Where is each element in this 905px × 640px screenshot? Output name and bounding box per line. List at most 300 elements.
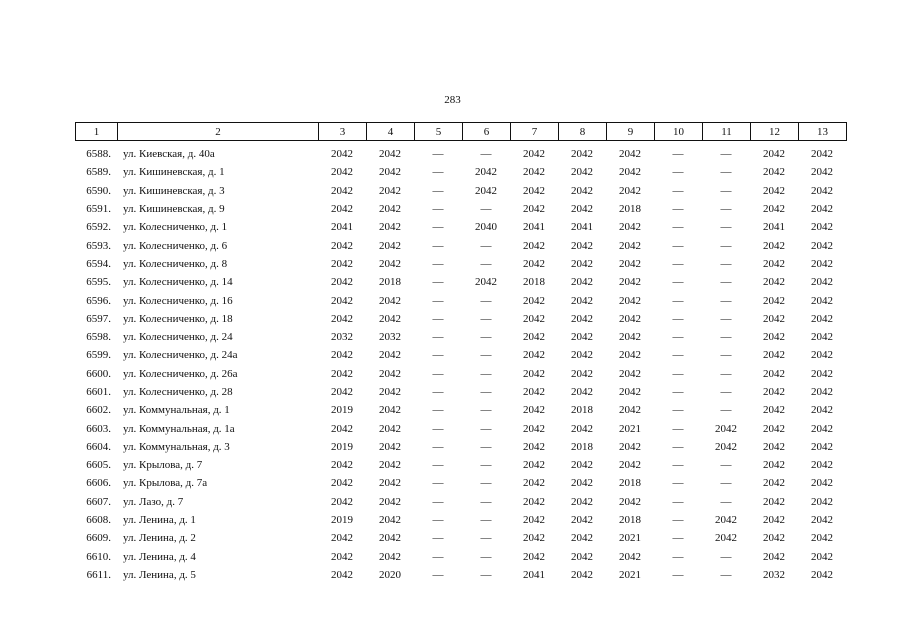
address-cell: ул. Лазо, д. 7 [123,495,184,508]
value-cell: 2042 [523,459,545,472]
value-cell: 2042 [715,422,737,435]
value-cell: 2042 [763,294,785,307]
row-number-cell: 6611. [86,568,111,581]
value-cell: 2042 [571,184,593,197]
value-cell: 2042 [571,568,593,581]
value-cell: — [720,294,732,307]
table-row [75,310,846,328]
value-cell: 2042 [379,477,401,490]
value-cell: 2042 [571,276,593,289]
value-cell: 2042 [811,166,833,179]
value-cell: 2042 [523,331,545,344]
value-cell: 2042 [523,550,545,563]
value-cell: — [720,386,732,398]
value-cell: 2042 [331,422,353,435]
table-row [75,456,846,474]
value-cell: 2042 [331,459,353,472]
value-cell: — [720,257,732,270]
column-header-table [75,122,847,141]
row-number-cell: 6596. [86,294,111,307]
value-cell: 2042 [523,148,545,161]
table-row [75,328,846,346]
value-cell: 2042 [523,440,545,453]
value-cell: 2042 [619,459,641,472]
value-cell: 2042 [331,367,353,380]
value-cell: 2042 [763,440,785,453]
value-cell: 2042 [523,239,545,252]
table-row [75,529,846,547]
value-cell: 2042 [811,550,833,563]
value-cell: — [480,514,492,527]
value-cell: — [672,459,684,472]
value-cell: 2042 [763,367,785,380]
value-cell: 2019 [331,404,353,417]
value-cell: 2042 [331,257,353,270]
value-cell: 2042 [379,239,401,252]
value-cell: 2042 [523,532,545,545]
value-cell: 2018 [571,404,593,417]
value-cell: 2042 [811,239,833,252]
row-number-cell: 6594. [86,257,111,270]
value-cell: 2042 [811,404,833,417]
value-cell: — [672,148,684,161]
value-cell: — [672,367,684,380]
address-cell: ул. Колесниченко, д. 24а [123,349,238,362]
value-cell: 2042 [619,440,641,453]
value-cell: 2042 [619,349,641,362]
value-cell: — [672,276,684,289]
value-cell: — [672,184,684,197]
value-cell: 2021 [619,568,641,581]
value-cell: — [432,550,444,563]
value-cell: — [432,257,444,270]
value-cell: 2032 [331,331,353,344]
value-cell: 2042 [763,239,785,252]
value-cell: 2042 [571,239,593,252]
value-cell: 2042 [571,532,593,545]
value-cell: — [672,568,684,581]
value-cell: — [720,404,732,417]
value-cell: — [432,331,444,344]
value-cell: — [480,331,492,344]
value-cell: 2042 [619,294,641,307]
value-cell: 2042 [811,532,833,545]
value-cell: 2042 [571,312,593,325]
value-cell: — [672,203,684,216]
row-number-cell: 6604. [86,440,111,453]
value-cell: — [720,331,732,344]
value-cell: 2042 [331,386,353,398]
value-cell: 2042 [331,495,353,508]
row-number-cell: 6595. [86,276,111,289]
value-cell: 2042 [811,568,833,581]
value-cell: 2042 [379,294,401,307]
address-cell: ул. Киевская, д. 40а [123,148,215,161]
address-cell: ул. Колесниченко, д. 24 [123,331,233,344]
value-cell: 2042 [763,532,785,545]
value-cell: 2018 [619,514,641,527]
value-cell: — [432,404,444,417]
row-number-cell: 6603. [86,422,111,435]
value-cell: — [432,440,444,453]
table-row [75,438,846,456]
address-cell: ул. Колесниченко, д. 8 [123,257,228,270]
address-cell: ул. Колесниченко, д. 16 [123,294,233,307]
value-cell: — [432,532,444,545]
table-row [75,182,846,200]
value-cell: — [432,367,444,380]
value-cell: 2042 [475,166,497,179]
row-number-cell: 6606. [86,477,111,490]
value-cell: 2042 [619,495,641,508]
value-cell: — [480,294,492,307]
value-cell: 2042 [571,367,593,380]
value-cell: 2042 [523,257,545,270]
value-cell: — [672,312,684,325]
value-cell: 2020 [379,568,401,581]
value-cell: — [720,184,732,197]
value-cell: 2042 [523,514,545,527]
value-cell: 2032 [763,568,785,581]
value-cell: — [720,495,732,508]
value-cell: 2042 [811,331,833,344]
value-cell: 2042 [811,184,833,197]
value-cell: 2042 [811,349,833,362]
column-number-4: 4 [367,123,415,141]
value-cell: 2018 [523,276,545,289]
value-cell: 2042 [619,550,641,563]
value-cell: 2042 [523,166,545,179]
value-cell: 2042 [331,184,353,197]
table-row [75,236,846,254]
value-cell: 2042 [331,166,353,179]
table-row [75,566,846,584]
value-cell: 2042 [331,349,353,362]
address-cell: ул. Колесниченко, д. 18 [123,312,233,325]
row-number-cell: 6598. [86,331,111,344]
address-cell: ул. Ленина, д. 5 [123,568,196,581]
value-cell: 2042 [715,532,737,545]
value-cell: 2042 [811,495,833,508]
value-cell: — [672,440,684,453]
value-cell: — [720,203,732,216]
value-cell: 2042 [571,294,593,307]
row-number-cell: 6609. [86,532,111,545]
value-cell: — [720,239,732,252]
value-cell: 2042 [379,550,401,563]
value-cell: — [672,550,684,563]
value-cell: — [720,349,732,362]
value-cell: — [720,148,732,161]
value-cell: 2042 [379,459,401,472]
value-cell: 2042 [379,404,401,417]
value-cell: 2042 [571,203,593,216]
value-cell: — [672,514,684,527]
value-cell: 2019 [331,440,353,453]
value-cell: 2042 [811,514,833,527]
row-number-cell: 6602. [86,404,111,417]
value-cell: — [480,257,492,270]
value-cell: 2042 [763,257,785,270]
column-number-11: 11 [703,123,751,141]
value-cell: 2042 [523,495,545,508]
value-cell: — [672,477,684,490]
value-cell: 2042 [379,386,401,398]
value-cell: — [432,148,444,161]
value-cell: 2042 [619,331,641,344]
data-table [75,145,846,584]
value-cell: 2042 [811,367,833,380]
value-cell: — [480,312,492,325]
value-cell: 2042 [571,386,593,398]
value-cell: — [432,276,444,289]
row-number-cell: 6593. [86,239,111,252]
value-cell: 2042 [523,477,545,490]
value-cell: — [720,312,732,325]
table-row [75,493,846,511]
value-cell: 2042 [523,312,545,325]
value-cell: 2042 [571,148,593,161]
value-cell: 2018 [619,477,641,490]
row-number-cell: 6607. [86,495,111,508]
address-cell: ул. Ленина, д. 1 [123,514,196,527]
value-cell: — [432,239,444,252]
value-cell: 2019 [331,514,353,527]
table-row [75,291,846,309]
value-cell: 2042 [523,184,545,197]
value-cell: 2042 [331,312,353,325]
value-cell: — [672,495,684,508]
value-cell: 2042 [379,532,401,545]
value-cell: 2042 [379,184,401,197]
value-cell: 2042 [571,477,593,490]
address-cell: ул. Ленина, д. 4 [123,550,196,563]
value-cell: — [720,221,732,234]
table-row [75,255,846,273]
value-cell: — [432,221,444,234]
value-cell: — [480,203,492,216]
value-cell: 2042 [523,294,545,307]
value-cell: 2042 [523,422,545,435]
value-cell: 2042 [811,477,833,490]
value-cell: 2018 [571,440,593,453]
value-cell: 2042 [763,477,785,490]
column-number-3: 3 [319,123,367,141]
value-cell: 2042 [475,276,497,289]
value-cell: 2042 [331,532,353,545]
row-number-cell: 6592. [86,221,111,234]
row-number-cell: 6601. [86,386,111,398]
row-number-cell: 6589. [86,166,111,179]
column-number-5: 5 [415,123,463,141]
value-cell: — [720,550,732,563]
value-cell: — [480,459,492,472]
value-cell: 2042 [571,514,593,527]
value-cell: 2042 [763,550,785,563]
value-cell: 2042 [571,257,593,270]
column-number-10: 10 [655,123,703,141]
address-cell: ул. Кишиневская, д. 9 [123,203,225,216]
address-cell: ул. Колесниченко, д. 26а [123,367,238,380]
value-cell: 2042 [811,203,833,216]
value-cell: — [720,459,732,472]
value-cell: — [432,568,444,581]
value-cell: 2042 [379,367,401,380]
value-cell: 2042 [379,349,401,362]
address-cell: ул. Ленина, д. 2 [123,532,196,545]
value-cell: 2042 [619,367,641,380]
value-cell: 2021 [619,422,641,435]
address-cell: ул. Колесниченко, д. 28 [123,386,233,398]
value-cell: 2042 [523,349,545,362]
value-cell: 2042 [763,166,785,179]
value-cell: — [480,568,492,581]
value-cell: 2042 [571,422,593,435]
value-cell: 2042 [763,331,785,344]
value-cell: 2042 [811,276,833,289]
value-cell: 2042 [763,514,785,527]
row-number-cell: 6600. [86,367,111,380]
value-cell: 2042 [571,459,593,472]
value-cell: — [480,148,492,161]
value-cell: 2042 [331,276,353,289]
value-cell: 2018 [379,276,401,289]
value-cell: — [480,495,492,508]
value-cell: 2042 [763,422,785,435]
value-cell: 2042 [763,276,785,289]
table-row [75,200,846,218]
value-cell: — [432,386,444,398]
value-cell: 2042 [763,184,785,197]
value-cell: 2042 [331,568,353,581]
column-number-7: 7 [511,123,559,141]
value-cell: — [720,276,732,289]
address-cell: ул. Кишиневская, д. 1 [123,166,225,179]
value-cell: — [432,514,444,527]
value-cell: — [672,166,684,179]
value-cell: 2042 [763,148,785,161]
value-cell: — [672,257,684,270]
table-row [75,511,846,529]
value-cell: 2042 [811,312,833,325]
value-cell: 2042 [331,148,353,161]
value-cell: 2042 [811,459,833,472]
value-cell: — [480,386,492,398]
table-row [75,383,846,401]
value-cell: 2042 [571,349,593,362]
table-row [75,163,846,181]
value-cell: 2042 [523,203,545,216]
value-cell: — [672,221,684,234]
value-cell: 2042 [571,166,593,179]
value-cell: — [480,440,492,453]
value-cell: — [672,331,684,344]
value-cell: 2042 [763,495,785,508]
value-cell: 2042 [571,495,593,508]
value-cell: — [432,459,444,472]
value-cell: 2042 [811,440,833,453]
value-cell: 2042 [331,294,353,307]
value-cell: 2042 [763,404,785,417]
value-cell: 2042 [763,459,785,472]
value-cell: 2042 [379,440,401,453]
value-cell: — [672,532,684,545]
value-cell: 2042 [619,166,641,179]
value-cell: 2042 [523,367,545,380]
value-cell: — [432,349,444,362]
value-cell: 2042 [571,331,593,344]
value-cell: 2042 [475,184,497,197]
value-cell: 2042 [763,203,785,216]
value-cell: 2042 [763,349,785,362]
column-number-1: 1 [76,123,118,141]
table-row [75,218,846,236]
value-cell: — [432,495,444,508]
value-cell: 2042 [379,422,401,435]
table-row [75,548,846,566]
value-cell: — [480,550,492,563]
value-cell: — [432,422,444,435]
value-cell: 2042 [619,221,641,234]
table-row [75,419,846,437]
value-cell: 2042 [619,404,641,417]
row-number-cell: 6605. [86,459,111,472]
address-cell: ул. Кишиневская, д. 3 [123,184,225,197]
value-cell: 2042 [379,312,401,325]
value-cell: 2042 [523,386,545,398]
row-number-cell: 6591. [86,203,111,216]
value-cell: — [432,166,444,179]
page-number: 283 [444,94,461,106]
address-cell: ул. Крылова, д. 7а [123,477,208,490]
value-cell: 2042 [811,294,833,307]
value-cell: — [672,239,684,252]
value-cell: 2042 [523,404,545,417]
value-cell: 2042 [331,203,353,216]
value-cell: — [720,367,732,380]
value-cell: 2042 [379,148,401,161]
address-cell: ул. Колесниченко, д. 6 [123,239,228,252]
value-cell: — [480,477,492,490]
value-cell: 2042 [715,514,737,527]
value-cell: — [480,239,492,252]
table-row [75,474,846,492]
value-cell: — [432,294,444,307]
table-row [75,273,846,291]
value-cell: 2041 [523,568,545,581]
value-cell: 2042 [379,203,401,216]
row-number-cell: 6590. [86,184,111,197]
value-cell: — [720,477,732,490]
value-cell: 2042 [571,550,593,563]
address-cell: ул. Коммунальная, д. 1 [123,404,230,417]
table-row [75,365,846,383]
value-cell: 2042 [619,276,641,289]
value-cell: 2041 [571,221,593,234]
address-cell: ул. Колесниченко, д. 14 [123,276,233,289]
value-cell: 2042 [619,257,641,270]
value-cell: 2041 [763,221,785,234]
address-cell: ул. Коммунальная, д. 3 [123,440,230,453]
value-cell: — [480,367,492,380]
value-cell: 2042 [379,166,401,179]
value-cell: — [672,349,684,362]
value-cell: 2042 [379,514,401,527]
value-cell: 2042 [811,257,833,270]
value-cell: 2042 [379,257,401,270]
value-cell: 2042 [811,148,833,161]
value-cell: 2042 [379,495,401,508]
